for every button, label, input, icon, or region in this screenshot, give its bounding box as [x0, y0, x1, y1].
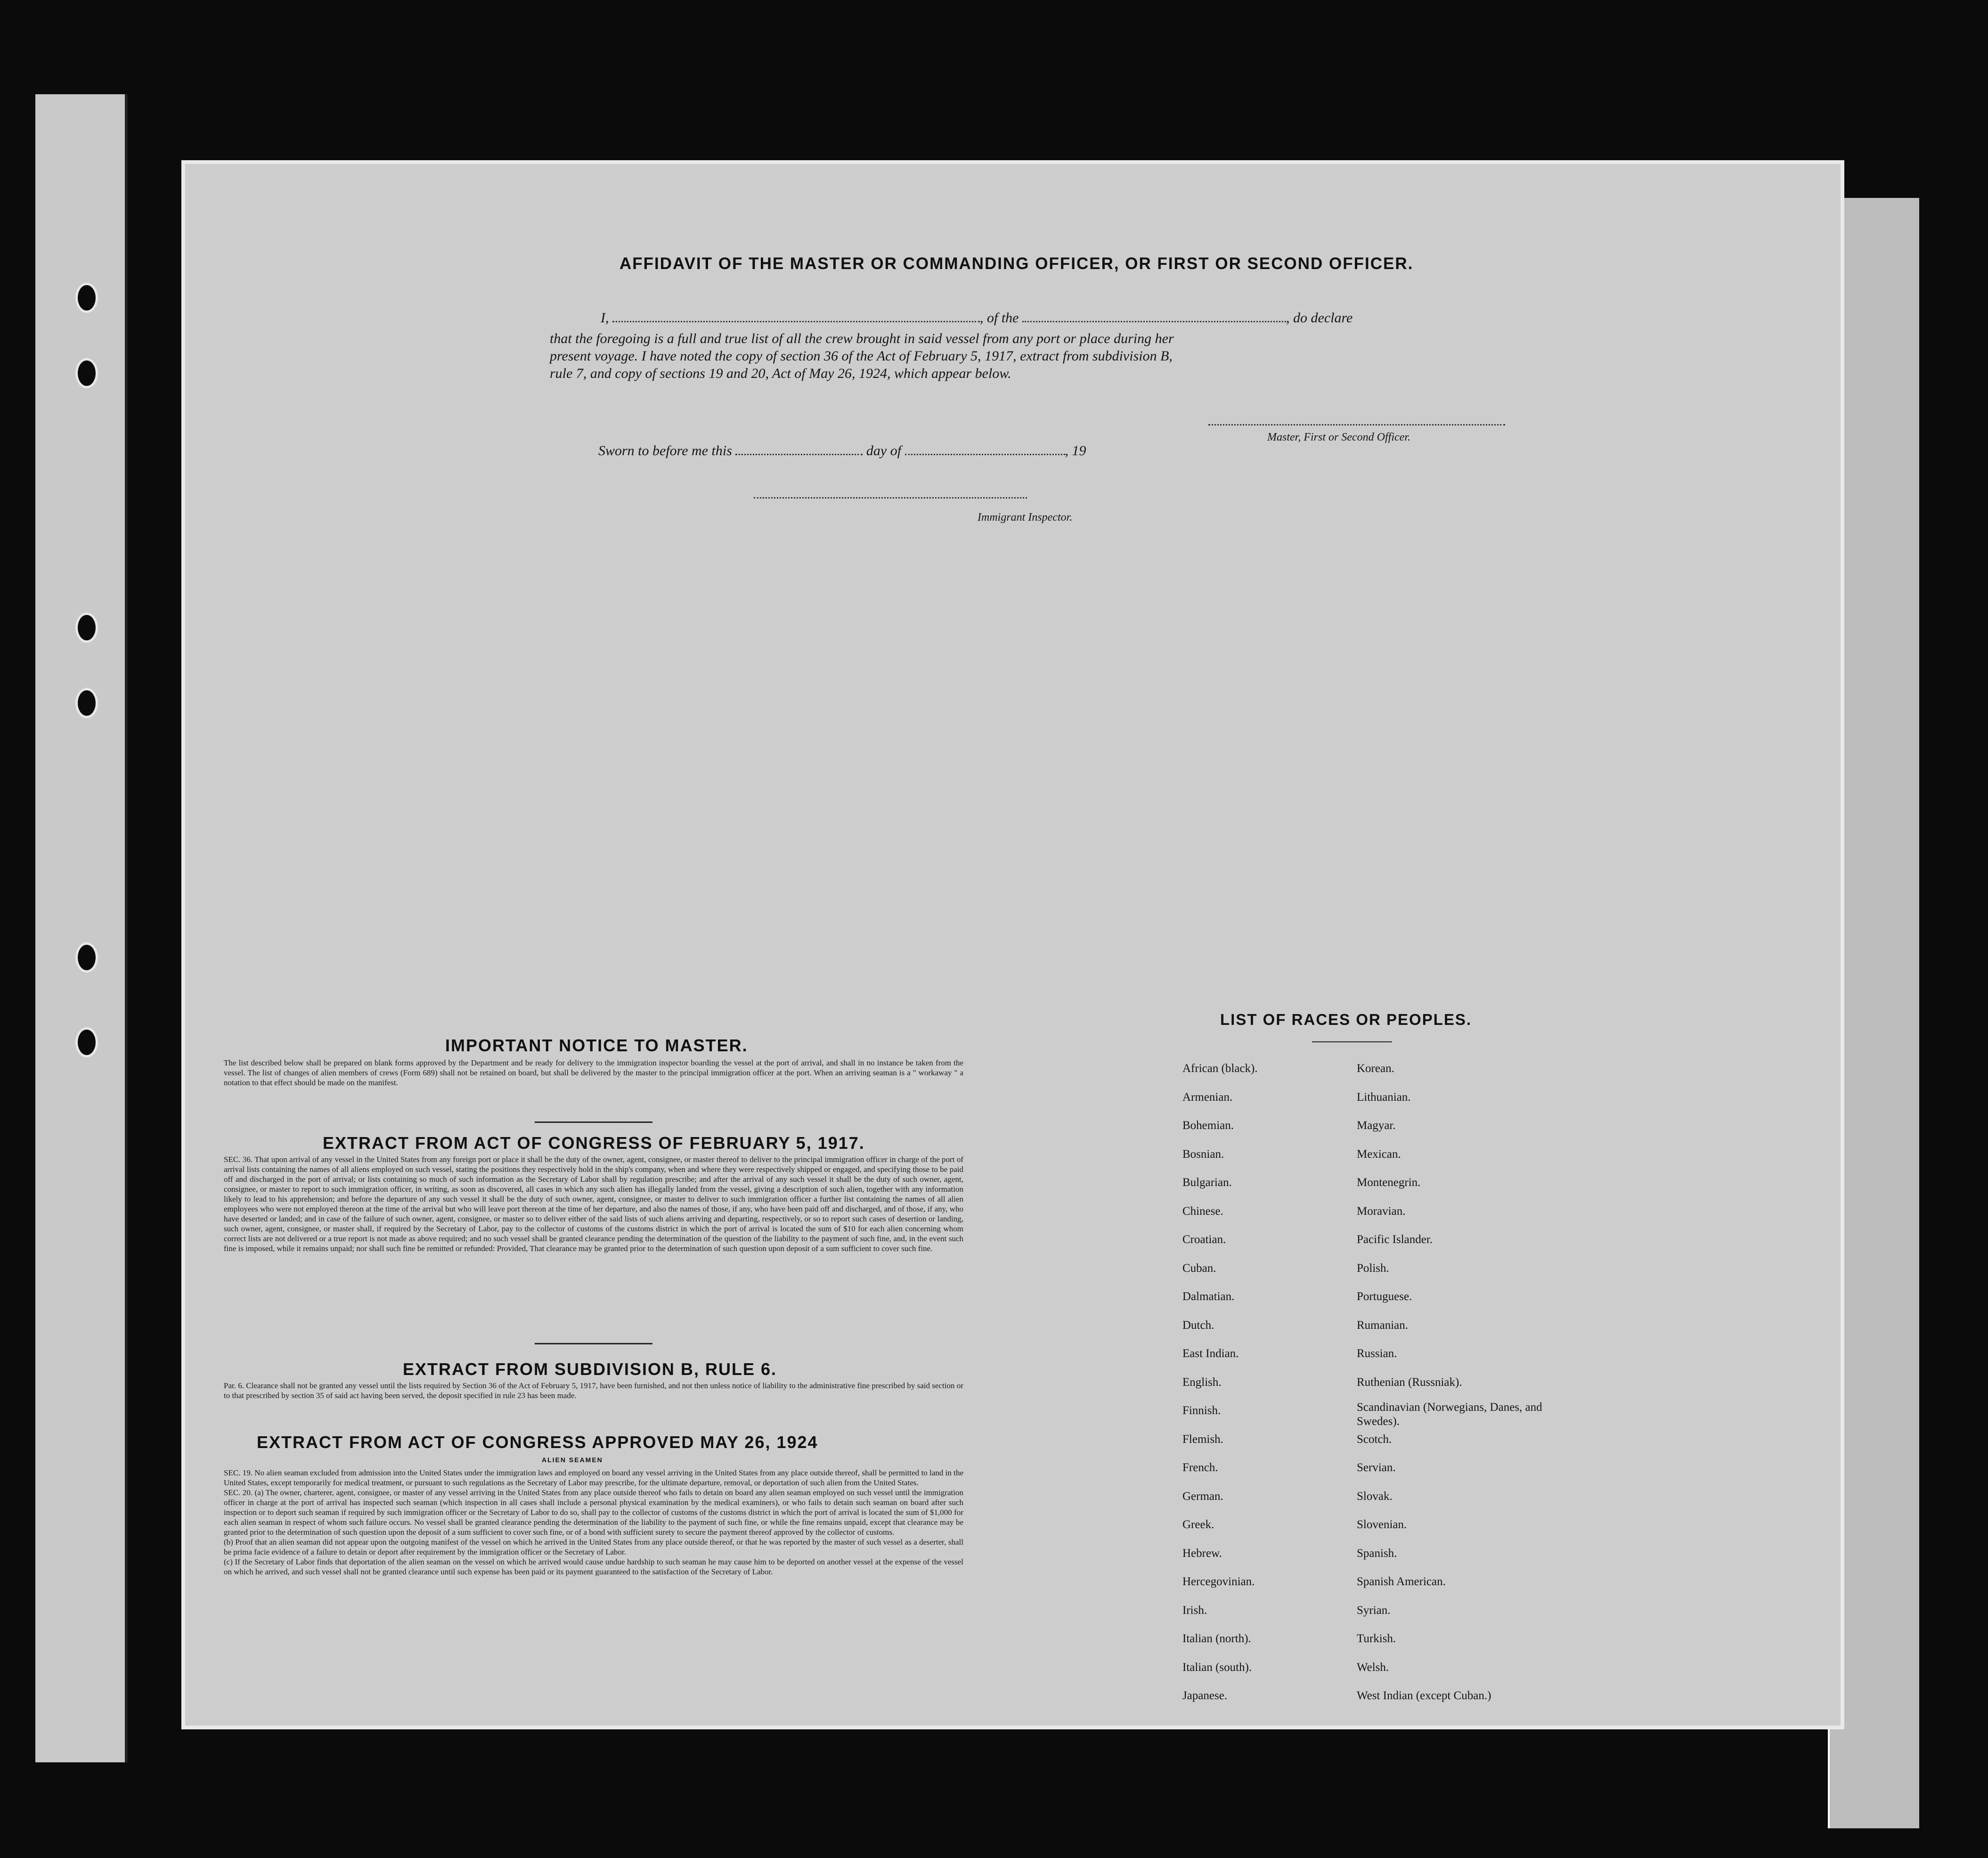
affidavit-body: that the foregoing is a full and true list of all the crew brought in said vessel from any port or place during her present voyage. I have noted the copy of section 36 of the Act of February 5, 1917, extract from subdivision B, rule 7, and copy of sections 19 and 20, Act of May 26, 1924, which appear below. — [550, 331, 1174, 381]
binder-hole — [75, 613, 98, 643]
race-item: Mexican. — [1357, 1147, 1401, 1161]
section-20c: (c) If the Secretary of Labor finds that deportation of the alien seaman on the vessel on which he arrived would cause undue hardship to such seaman he may cause him to be deported on another vessel at the expense of the vessel on which he arrived, and such vessel shall not be granted clearance until such expense has been paid or its payment guaranteed to the satisfaction of the Secretary of Labor. — [224, 1557, 963, 1576]
race-item: Bulgarian. — [1182, 1176, 1232, 1189]
race-item: Rumanian. — [1357, 1318, 1409, 1332]
binder-strip — [35, 94, 128, 1762]
day-of-label: day of — [866, 443, 902, 458]
extract-1924-subtitle: ALIEN SEAMEN — [542, 1456, 603, 1464]
section-19: SEC. 19. No alien seaman excluded from admission into the United States under the immigration laws and employed on board any vessel arriving in the United States from any place outside thereof, shall be permitted to land in the United States, except temporarily for medical treatment, or pursuant to such regulations as the Secretary of Labor may prescribe, for the ultimate departure, removal, or deportation of such alien from the United States. — [224, 1468, 963, 1487]
inspector-signature-line[interactable] — [754, 497, 1027, 499]
binder-hole — [75, 688, 98, 718]
signature-caption: Master, First or Second Officer. — [1267, 431, 1410, 443]
extract-1917-title: EXTRACT FROM ACT OF CONGRESS OF FEBRUARY 5, 1917. — [323, 1133, 865, 1153]
race-item: Armenian. — [1182, 1090, 1233, 1104]
day-blank[interactable] — [735, 454, 863, 455]
race-item: English. — [1182, 1375, 1222, 1389]
race-item: Italian (south). — [1182, 1661, 1252, 1674]
race-item: Russian. — [1357, 1347, 1397, 1360]
race-item: Polish. — [1357, 1261, 1389, 1275]
race-item: Hebrew. — [1182, 1547, 1222, 1560]
race-item: Scandinavian (Norwegians, Danes, and Swedes). — [1357, 1401, 1542, 1428]
race-item: Dutch. — [1182, 1318, 1214, 1332]
race-item: Syrian. — [1357, 1604, 1391, 1617]
race-item: Servian. — [1357, 1461, 1396, 1474]
vessel-blank[interactable] — [1022, 321, 1286, 322]
race-item: Lithuanian. — [1357, 1090, 1411, 1104]
race-item: Scotch. — [1357, 1432, 1392, 1446]
race-item: African (black). — [1182, 1062, 1258, 1075]
extract-1917-body: SEC. 36. That upon arrival of any vessel in the United States from any foreign port or place it shall be the duty of the owner, agent, consignee, or master thereof to deliver to the principal immigration officer in charge of the port of arrival lists containing the names of all aliens employed on such vessel, stating the positions they respectively hold in the ship's company, when and where they were respectively shipped or engaged, and specifying those to be paid off and discharged in the port of arrival; or lists containing so much of such information as the Secretary of Labor shall by regulation prescribe; and after the arrival of any such vessel it shall be the duty of such owner, agent, consignee, or master to report to such immigration officer, in writing, as soon as discovered, all cases in which any such alien has illegally landed from the vessel, giving a description of such alien, together with any information likely to lead to his apprehension; and before the departure of any such vessel it shall be the duty of such owner, agent, consignee, or master to deliver to such immigration officer a further list containing the names of all alien employees who were not employed thereon at the time of the arrival but who will leave port thereon at the time of her departure, and also the names of those, if any, who have been paid off and discharged, and of those, if any, who have deserted or landed; and in case of the failure of such owner, agent, consignee, or master so to deliver either of the said lists of such aliens arriving and departing, respectively, or so to report such cases of desertion or landing, such owner, agent, consignee, or master shall, if required by the Secretary of Labor, pay to the collector of customs of the customs district in which the port of arrival is located the sum of $10 for each alien concerning whom correct lists are not delivered or a true report is not made as above required; and no such vessel shall be granted clearance pending the determination of the question of the liability to the payment of such fine, and, in the event such fine is imposed, while it remains unpaid; nor shall such fine be remitted or refunded: Provided, That clearance may be granted prior to the determination of such question upon deposit of a sum sufficient to cover such fine. — [224, 1155, 963, 1253]
race-item: Turkish. — [1357, 1632, 1396, 1645]
do-declare-label: , do declare — [1286, 310, 1353, 326]
race-item: Finnish. — [1182, 1404, 1221, 1417]
race-item: Irish. — [1182, 1604, 1207, 1617]
race-item: Flemish. — [1182, 1432, 1223, 1446]
race-item: French. — [1182, 1461, 1218, 1474]
race-item: Slovenian. — [1357, 1518, 1407, 1531]
divider — [1312, 1041, 1392, 1042]
affidavit-title: AFFIDAVIT OF THE MASTER OR COMMANDING OFFICER, OR FIRST OR SECOND OFFICER. — [619, 254, 1414, 273]
i-label: I, — [601, 310, 609, 326]
race-item: East Indian. — [1182, 1347, 1239, 1360]
section-20b: (b) Proof that an alien seaman did not appear upon the outgoing manifest of the vessel on which he arrived in the United States from any place outside thereof, or that he was reported by the master of such vessel as a deserter, shall be prima facie evidence of a failure to detain or deport after requirement by the immigration officer or the Secretary of Labor. — [224, 1538, 963, 1556]
race-item: Croatian. — [1182, 1233, 1226, 1246]
race-item: Greek. — [1182, 1518, 1214, 1531]
month-blank[interactable] — [905, 454, 1065, 455]
of-the-label: , of the — [980, 310, 1019, 326]
divider — [535, 1343, 652, 1344]
name-blank[interactable] — [612, 321, 980, 322]
race-item: Chinese. — [1182, 1204, 1223, 1218]
race-item: Magyar. — [1357, 1119, 1396, 1132]
race-item: Spanish. — [1357, 1547, 1397, 1560]
race-item: Bohemian. — [1182, 1119, 1234, 1132]
sworn-label: Sworn to before me this — [598, 443, 732, 458]
sworn-line — [598, 443, 1086, 459]
race-item: Ruthenian (Russniak). — [1357, 1375, 1462, 1389]
race-item: Spanish American. — [1357, 1575, 1446, 1588]
race-item: Welsh. — [1357, 1661, 1389, 1674]
affidavit-declaration-line — [601, 310, 1352, 326]
extract-1924-title: EXTRACT FROM ACT OF CONGRESS APPROVED MAY 26, 1924 — [257, 1432, 818, 1452]
signature-line[interactable] — [1208, 424, 1505, 426]
race-item: Portuguese. — [1357, 1290, 1412, 1303]
race-item: Pacific Islander. — [1357, 1233, 1433, 1246]
races-left-column — [1182, 1055, 1258, 1711]
notice-title: IMPORTANT NOTICE TO MASTER. — [445, 1036, 748, 1055]
binder-hole — [75, 1027, 98, 1057]
extract-1924-body — [224, 1468, 963, 1577]
binder-hole — [75, 358, 98, 388]
races-title: LIST OF RACES OR PEOPLES. — [1220, 1011, 1472, 1028]
race-item: Italian (north). — [1182, 1632, 1251, 1645]
binder-hole — [75, 942, 98, 973]
divider — [535, 1121, 652, 1123]
race-item: Cuban. — [1182, 1261, 1216, 1275]
race-item: West Indian (except Cuban.) — [1357, 1689, 1491, 1702]
binder-hole — [75, 283, 98, 313]
race-item: Dalmatian. — [1182, 1290, 1235, 1303]
extract-rule6-title: EXTRACT FROM SUBDIVISION B, RULE 6. — [403, 1359, 777, 1379]
race-item: Korean. — [1357, 1062, 1394, 1075]
race-item: Montenegrin. — [1357, 1176, 1421, 1189]
section-20a: SEC. 20. (a) The owner, charterer, agent, consignee, or master of any vessel arriving in the United States from any place outside thereof who fails to detain on board any alien seaman employed on such vessel until the immigration officer in charge at the port of arrival has inspected such seaman (which inspection in all cases shall include a personal physical examination by the medical examiners), or who fails to detain such seaman on board after such inspection or to deport such seaman if required by such immigration officer or the Secretary of Labor to do so, shall pay to the collector of customs of the customs district in which the port of arrival is located the sum of $1,000 for each alien seaman in respect of whom such failure occurs. No vessel shall be granted clearance pending the determination of the liability to the payment of such fine, or while the fine remains unpaid, except that clearance may be granted prior to the determination of such question upon the deposit of a sum sufficient to cover such fine, or of a bond with sufficient surety to secure the payment thereof approved by the collector of customs. — [224, 1488, 963, 1537]
race-item: Bosnian. — [1182, 1147, 1224, 1161]
race-item: Japanese. — [1182, 1689, 1228, 1702]
race-item: German. — [1182, 1490, 1223, 1503]
year-prefix: , 19 — [1065, 443, 1086, 458]
race-item: Slovak. — [1357, 1490, 1393, 1503]
race-item: Hercegovinian. — [1182, 1575, 1255, 1588]
extract-rule6-body: Par. 6. Clearance shall not be granted any vessel until the lists required by Section 36 of the Act of February 5, 1917, have been furnished, and not then unless notice of liability to the administrative fine prescribed by said section or to that prescribed by section 35 of said act having been served, the deposit specified in rule 23 has been made. — [224, 1381, 963, 1400]
notice-body: The list described below shall be prepared on blank forms approved by the Department and be ready for delivery to the immigration inspector boarding the vessel at the port of arrival, and shall in no instance be taken from the vessel. The list of changes of alien members of crews (Form 689) shall not be retained on board, but shall be delivered by the master to the principal immigration officer at the port. When an arriving seaman is a " workaway " a notation to that effect should be made on the manifest. — [224, 1058, 963, 1087]
manifest-page — [181, 160, 1844, 1729]
races-right-column — [1357, 1055, 1559, 1711]
inspector-caption: Immigrant Inspector. — [978, 511, 1073, 524]
race-item: Moravian. — [1357, 1204, 1406, 1218]
